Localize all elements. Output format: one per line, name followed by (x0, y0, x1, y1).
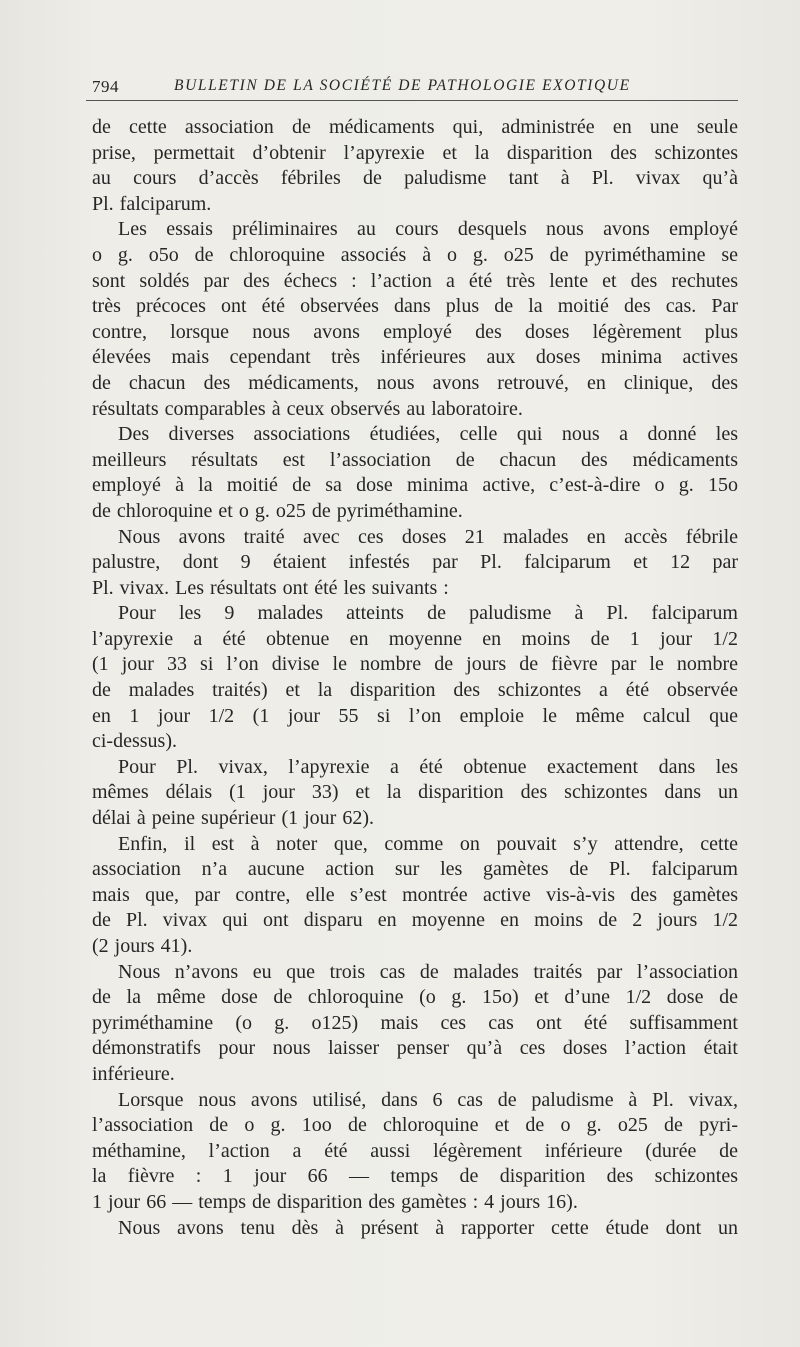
text-line: Nous avons traité avec ces doses 21 malades en accès fébrile (118, 525, 738, 548)
text-line: élevées mais cependant très inférieures aux doses minima actives (92, 346, 738, 369)
text-line: démonstratifs pour nous laisser penser qu’à ces doses l’action était (92, 1037, 738, 1060)
text-line: prise, permettait d’obtenir l’apyrexie et la disparition des schizontes (92, 141, 738, 164)
text-line: de malades traités) et la disparition des schizontes a été observée (92, 679, 738, 702)
text-line: Nous n’avons eu que trois cas de malades traités par l’association (118, 960, 738, 983)
text-line: 1 jour 66 — temps de disparition des gamètes : 4 jours 16). (92, 1190, 578, 1213)
text-line: Nous avons tenu dès à présent à rapporter cette étude dont un (118, 1216, 738, 1239)
text-line: Pour les 9 malades atteints de paludisme à Pl. falciparum (118, 602, 738, 625)
text-line: (1 jour 33 si l’on divise le nombre de jours de fièvre par le nombre (92, 653, 738, 676)
text-line: méthamine, l’action a été aussi légèrement inférieure (durée de (92, 1139, 738, 1162)
text-line: sont soldés par des échecs : l’action a été très lente et des rechutes (92, 269, 738, 292)
text-line: de Pl. vivax qui ont disparu en moyenne en moins de 2 jours 1/2 (92, 909, 738, 932)
journal-title: BULLETIN DE LA SOCIÉTÉ DE PATHOLOGIE EXOTIQUE (174, 77, 631, 94)
text-line: Pl. falciparum. (92, 192, 212, 215)
text-line: pyriméthamine (o g. o125) mais ces cas ont été suffisamment (92, 1011, 738, 1034)
text-line: (2 jours 41). (92, 935, 193, 957)
text-line: meilleurs résultats est l’association de chacun des médicaments (92, 448, 738, 471)
text-line: employé à la moitié de sa dose minima active, c’est-à-dire o g. 15o (92, 474, 738, 497)
text-line: la fièvre : 1 jour 66 — temps de disparition des schizontes (92, 1165, 738, 1188)
text-line: Enfin, il est à noter que, comme on pouvait s’y attendre, cette (118, 832, 738, 855)
text-line: inférieure. (92, 1062, 175, 1085)
text-line: Des diverses associations étudiées, celle qui nous a donné les (118, 423, 738, 446)
text-line: résultats comparables à ceux observés au laboratoire. (92, 397, 523, 420)
text-line: de la même dose de chloroquine (o g. 15o) et d’une 1/2 dose de (92, 986, 738, 1009)
page-number: 794 (92, 77, 119, 96)
text-line: mais que, par contre, elle s’est montrée active vis-à-vis des gamètes (92, 883, 738, 906)
text-line: l’association de o g. 1oo de chloroquine et de o g. o25 de pyri- (92, 1114, 738, 1137)
text-line: palustre, dont 9 étaient infestés par Pl. falciparum et 12 par (92, 551, 738, 574)
text-line: au cours d’accès fébriles de paludisme tant à Pl. vivax qu’à (92, 167, 738, 190)
text-line: contre, lorsque nous avons employé des doses légèrement plus (92, 320, 738, 343)
text-line: mêmes délais (1 jour 33) et la disparition des schizontes dans un (92, 781, 738, 804)
text-line: Les essais préliminaires au cours desquels nous avons employé (118, 218, 738, 241)
text-line: de chacun des médicaments, nous avons retrouvé, en clinique, des (92, 371, 738, 394)
text-line: Pour Pl. vivax, l’apyrexie a été obtenue exactement dans les (118, 755, 738, 778)
text-line: très précoces ont été observées dans plus de la moitié des cas. Par (92, 295, 738, 318)
body-text (92, 115, 738, 1241)
text-line: délai à peine supérieur (1 jour 62). (92, 807, 375, 830)
text-line: ci-dessus). (92, 730, 177, 753)
text-line: l’apyrexie a été obtenue en moyenne en moins de 1 jour 1/2 (92, 627, 738, 650)
text-line: Pl. vivax. Les résultats ont été les suivants : (92, 576, 449, 599)
text-line: de chloroquine et o g. o25 de pyriméthamine. (92, 499, 463, 522)
text-line: de cette association de médicaments qui, administrée en une seule (92, 116, 738, 138)
text-line: o g. o5o de chloroquine associés à o g. o25 de pyriméthamine se (92, 243, 738, 266)
text-line: en 1 jour 1/2 (1 jour 55 si l’on emploie le même calcul que (92, 704, 738, 727)
text-line: association n’a aucune action sur les gamètes de Pl. falciparum (92, 858, 738, 881)
running-head (86, 74, 738, 101)
text-line: Lorsque nous avons utilisé, dans 6 cas de paludisme à Pl. vivax, (118, 1088, 738, 1111)
